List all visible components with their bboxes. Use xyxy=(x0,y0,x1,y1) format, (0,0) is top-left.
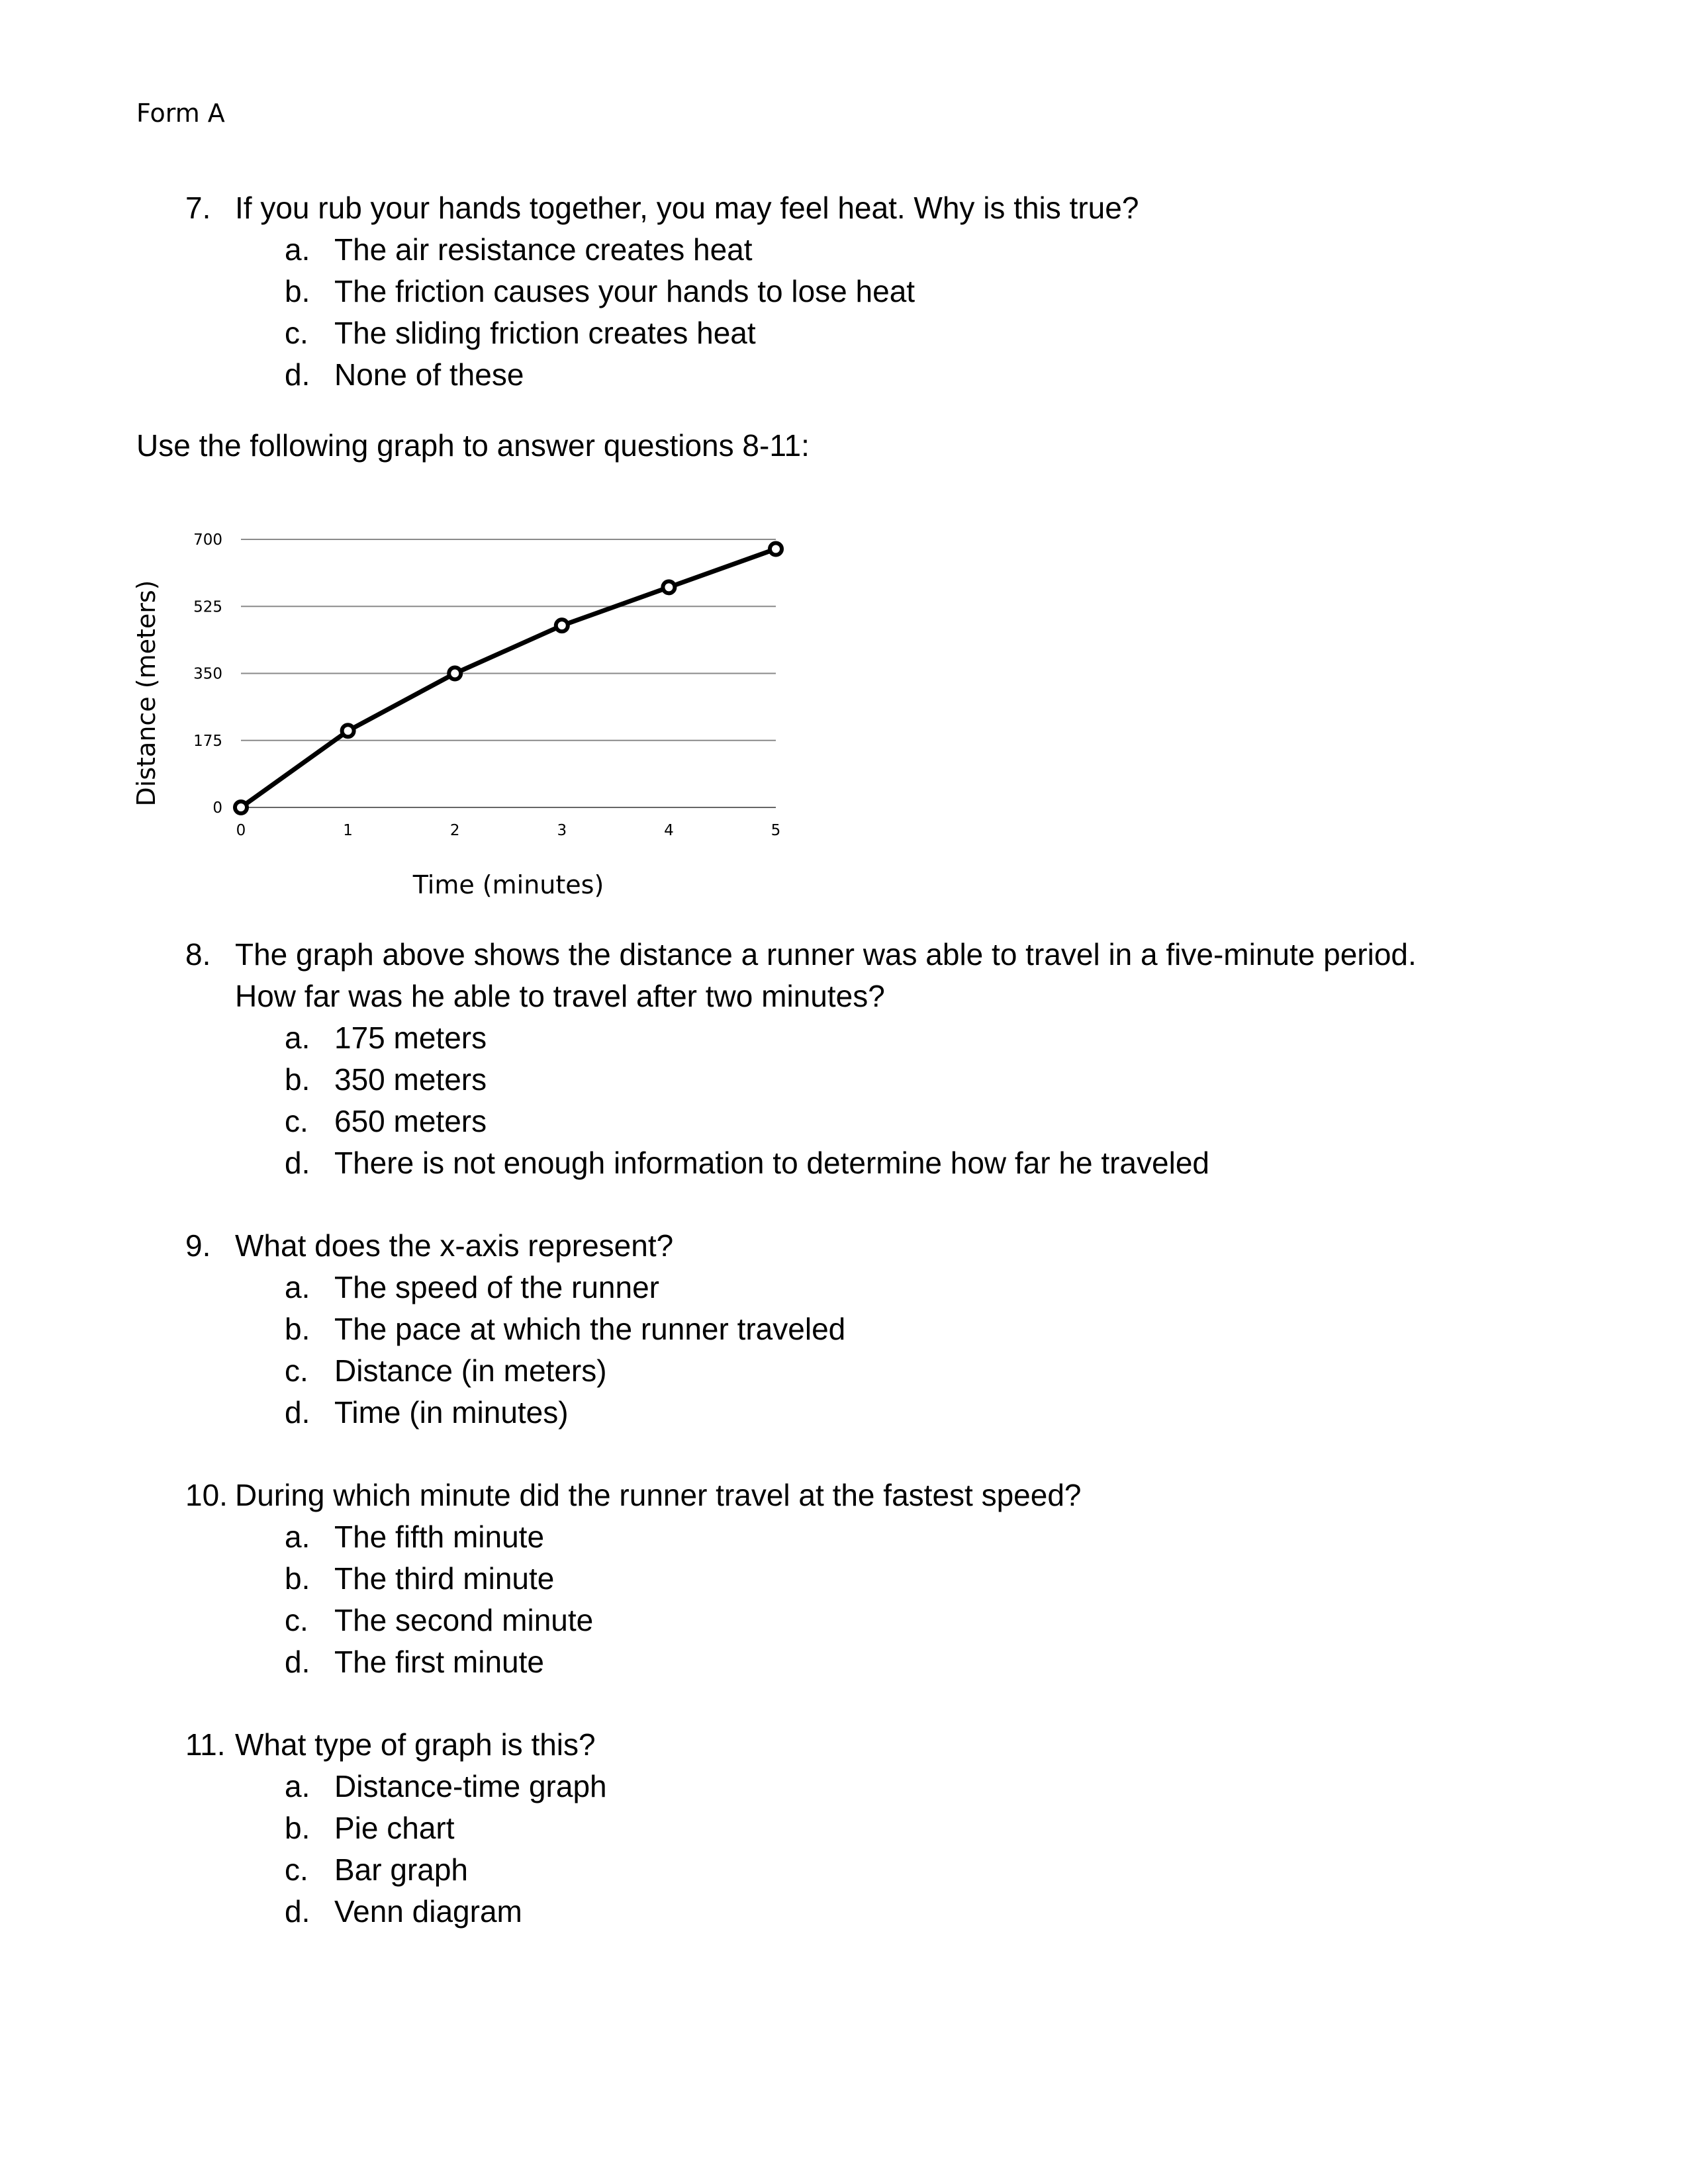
question-11 xyxy=(0,1724,1688,1933)
option-letter: c. xyxy=(285,1852,308,1887)
option-text: 350 meters xyxy=(334,1062,487,1097)
y-tick-label: 175 xyxy=(193,732,222,750)
option-letter: a. xyxy=(285,1270,310,1304)
answer-option xyxy=(0,354,1688,396)
answer-option xyxy=(0,1308,1688,1350)
option-letter: d. xyxy=(285,1894,310,1929)
option-text: The sliding friction creates heat xyxy=(334,316,756,350)
x-tick-label: 4 xyxy=(664,822,674,839)
answer-option xyxy=(0,1891,1688,1933)
series-distance xyxy=(235,543,782,813)
question-number: 8. xyxy=(185,937,211,972)
y-tick-label: 700 xyxy=(193,531,222,549)
answer-option xyxy=(0,229,1688,271)
answer-option xyxy=(0,312,1688,354)
x-axis-title: Time (minutes) xyxy=(412,870,604,899)
option-text: The air resistance creates heat xyxy=(334,232,753,267)
answer-option xyxy=(0,1766,1688,1807)
answer-option xyxy=(0,1267,1688,1308)
option-letter: d. xyxy=(285,1146,310,1180)
y-tick-labels xyxy=(193,531,222,817)
question-number: 9. xyxy=(185,1228,211,1263)
option-text: There is not enough information to determine how far he traveled xyxy=(334,1146,1209,1180)
answer-option xyxy=(0,1849,1688,1891)
option-letter: b. xyxy=(285,1062,310,1097)
x-tick-label: 0 xyxy=(236,822,246,839)
form-label: Form A xyxy=(136,99,225,128)
question-text: What type of graph is this? xyxy=(235,1727,596,1762)
option-text: The speed of the runner xyxy=(334,1270,659,1304)
question-number: 11. xyxy=(185,1727,226,1762)
question-number: 10. xyxy=(185,1478,228,1512)
answer-option xyxy=(0,1600,1688,1641)
y-axis-title: Distance (meters) xyxy=(132,580,161,807)
y-tick-label: 525 xyxy=(193,598,222,616)
option-letter: c. xyxy=(285,1353,308,1388)
answer-option xyxy=(0,1807,1688,1849)
answer-option xyxy=(0,1017,1688,1059)
answer-option xyxy=(0,1516,1688,1558)
question-number: 7. xyxy=(185,191,211,225)
option-letter: c. xyxy=(285,1603,308,1637)
option-text: The friction causes your hands to lose heat xyxy=(334,274,915,308)
option-text: The second minute xyxy=(334,1603,594,1637)
option-letter: d. xyxy=(285,357,310,392)
distance-time-chart xyxy=(119,516,821,913)
option-text: Bar graph xyxy=(334,1852,469,1887)
y-tick-label: 350 xyxy=(193,665,222,683)
option-text: Venn diagram xyxy=(334,1894,522,1929)
answer-option xyxy=(0,1558,1688,1600)
answer-option xyxy=(0,271,1688,312)
graph-instruction: Use the following graph to answer questions 8-11: xyxy=(136,428,810,463)
question-text: If you rub your hands together, you may feel heat. Why is this true? xyxy=(235,191,1139,225)
option-letter: a. xyxy=(285,1021,310,1055)
data-point xyxy=(449,668,461,680)
option-letter: b. xyxy=(285,1312,310,1346)
option-letter: a. xyxy=(285,232,310,267)
question-text: What does the x-axis represent? xyxy=(235,1228,674,1263)
question-10 xyxy=(0,1475,1688,1683)
option-text: None of these xyxy=(334,357,524,392)
option-text: Time (in minutes) xyxy=(334,1395,569,1430)
option-text: The third minute xyxy=(334,1561,555,1596)
question-text-continued: How far was he able to travel after two minutes? xyxy=(235,979,885,1013)
option-letter: c. xyxy=(285,1104,308,1138)
x-tick-label: 3 xyxy=(557,822,567,839)
option-letter: d. xyxy=(285,1395,310,1430)
question-text: The graph above shows the distance a runner was able to travel in a five-minute period. xyxy=(235,937,1417,972)
option-letter: b. xyxy=(285,274,310,308)
answer-option xyxy=(0,1059,1688,1101)
question-9 xyxy=(0,1225,1688,1433)
option-letter: a. xyxy=(285,1769,310,1803)
option-letter: d. xyxy=(285,1645,310,1679)
question-8 xyxy=(0,934,1688,1184)
y-tick-label: 0 xyxy=(212,799,222,817)
option-text: 650 meters xyxy=(334,1104,487,1138)
data-point xyxy=(556,619,568,631)
answer-option xyxy=(0,1350,1688,1392)
answer-option xyxy=(0,1142,1688,1184)
option-letter: b. xyxy=(285,1811,310,1845)
x-tick-label: 5 xyxy=(771,822,781,839)
option-text: The first minute xyxy=(334,1645,544,1679)
option-text: Distance (in meters) xyxy=(334,1353,607,1388)
data-point xyxy=(663,581,675,593)
x-tick-label: 2 xyxy=(449,822,460,839)
x-tick-labels xyxy=(236,822,781,839)
option-letter: c. xyxy=(285,316,308,350)
answer-option xyxy=(0,1101,1688,1142)
option-letter: b. xyxy=(285,1561,310,1596)
data-point xyxy=(235,801,247,813)
option-text: The pace at which the runner traveled xyxy=(334,1312,846,1346)
answer-option xyxy=(0,1392,1688,1433)
series-line xyxy=(241,549,776,807)
option-text: Pie chart xyxy=(334,1811,455,1845)
option-text: 175 meters xyxy=(334,1021,487,1055)
x-tick-label: 1 xyxy=(343,822,353,839)
option-letter: a. xyxy=(285,1520,310,1554)
answer-option xyxy=(0,1641,1688,1683)
question-text: During which minute did the runner travel at the fastest speed? xyxy=(235,1478,1082,1512)
data-point xyxy=(770,543,782,555)
option-text: The fifth minute xyxy=(334,1520,545,1554)
question-7 xyxy=(0,187,1688,396)
option-text: Distance-time graph xyxy=(334,1769,607,1803)
data-point xyxy=(342,725,354,737)
